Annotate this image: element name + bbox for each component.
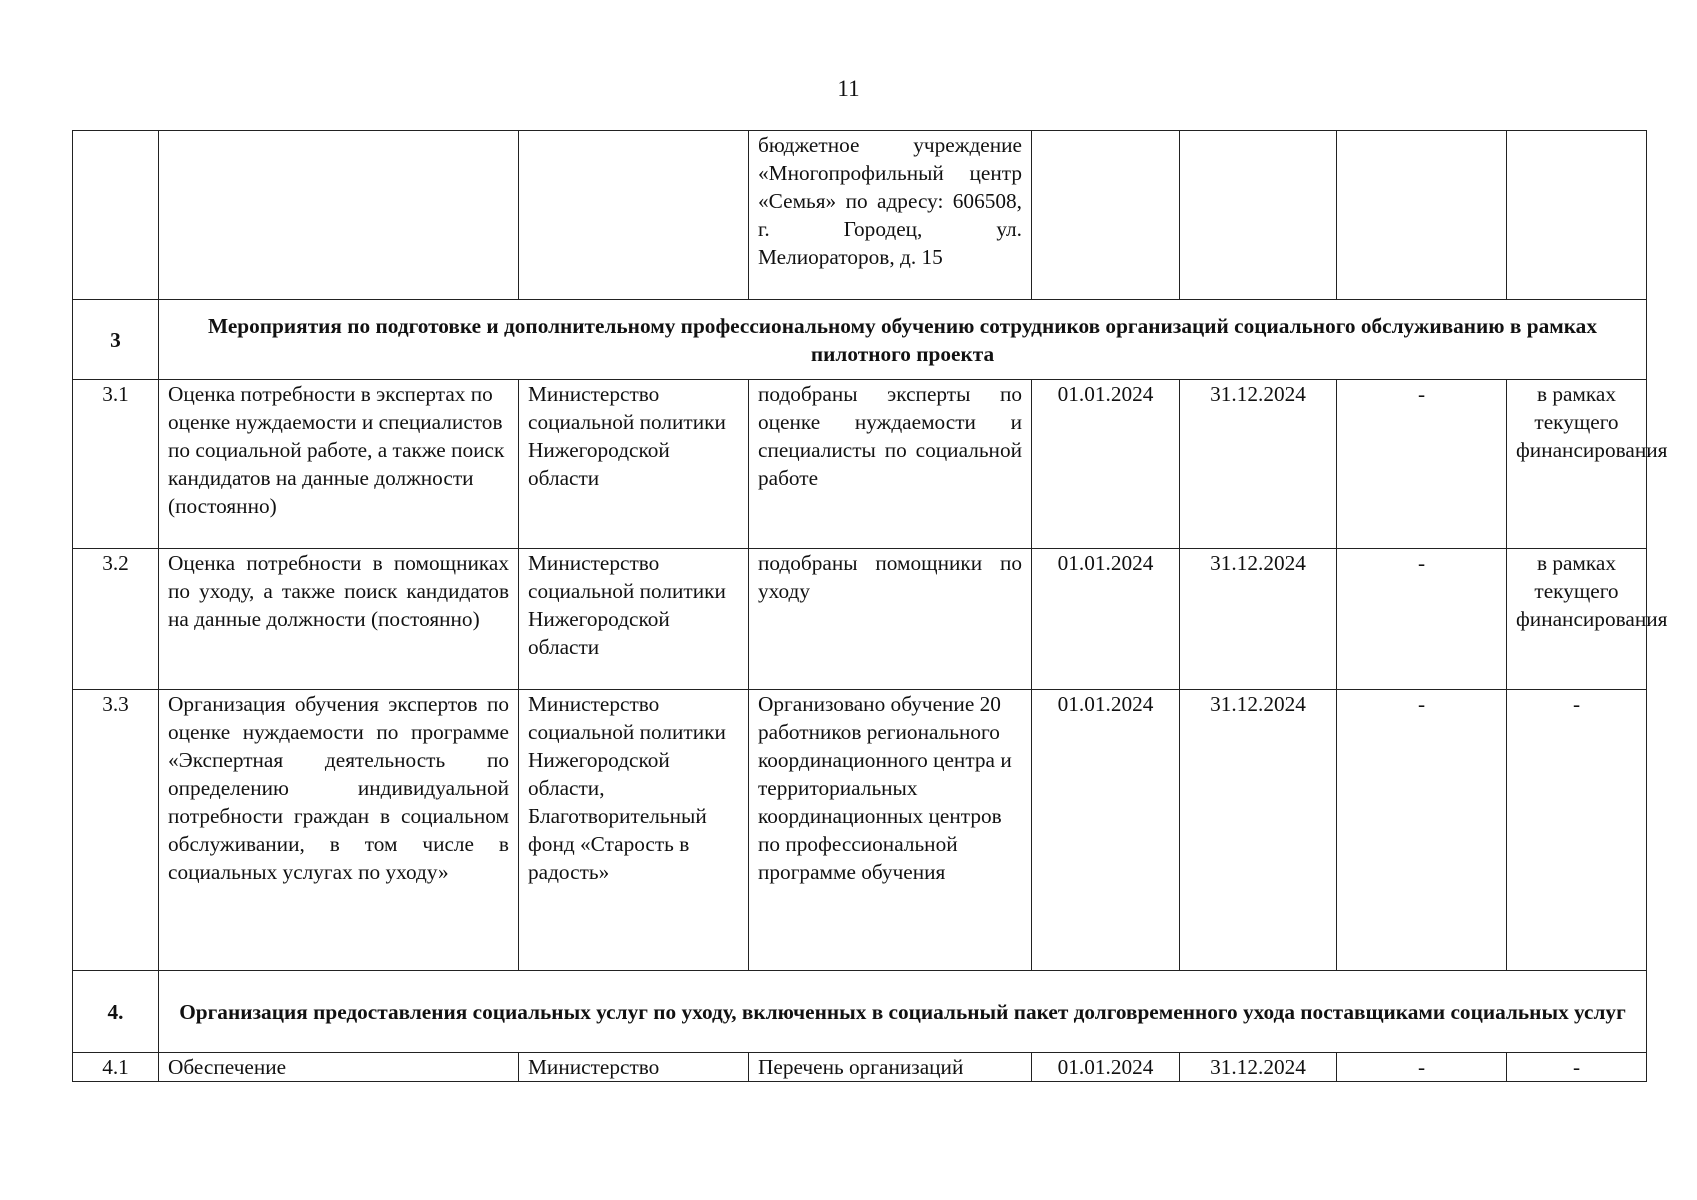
- cell-col7: [1337, 131, 1507, 300]
- page-number: 11: [837, 76, 860, 101]
- cell-activity: Оценка потребности в экспертах по оценке нуждаемости и специалистов по социальной работе, а также поиск кандидатов на данные должности (постоянно): [159, 380, 519, 549]
- cell-funding: -: [1507, 690, 1647, 971]
- table-row-3-3: [73, 690, 1647, 971]
- cell-col7: -: [1337, 549, 1507, 690]
- cell-col7: -: [1337, 1053, 1507, 1082]
- cell-result: подобраны эксперты по оценке нуждаемости и специалисты по социальной работе: [749, 380, 1032, 549]
- section-title: Мероприятия по подготовке и дополнительному профессиональному обучению сотрудников организаций социального обслуживанию в рамках пилотного проекта: [159, 300, 1647, 380]
- plan-table: [72, 130, 1668, 1082]
- cell-responsible: [519, 131, 749, 300]
- cell-start-date: 01.01.2024: [1032, 549, 1180, 690]
- cell-num: 3.2: [73, 549, 159, 690]
- cell-result: Перечень организаций: [749, 1053, 1032, 1082]
- cell-num: 4.1: [73, 1053, 159, 1082]
- cell-result: бюджетное учреждение «Многопрофильный центр «Семья» по адресу: 606508, г. Городец, ул. Мелиораторов, д. 15: [749, 131, 1032, 300]
- cell-activity: Оценка потребности в помощниках по уходу, а также поиск кандидатов на данные должности (постоянно): [159, 549, 519, 690]
- cell-start-date: 01.01.2024: [1032, 1053, 1180, 1082]
- cell-end-date: 31.12.2024: [1180, 690, 1337, 971]
- cell-result: подобраны помощники по уходу: [749, 549, 1032, 690]
- section-title: Организация предоставления социальных услуг по уходу, включенных в социальный пакет долговременного ухода поставщиками социальных услуг: [159, 971, 1647, 1053]
- cell-end-date: 31.12.2024: [1180, 1053, 1337, 1082]
- cell-responsible: Министерство социальной политики Нижегородской области: [519, 380, 749, 549]
- cell-end-date: [1180, 131, 1337, 300]
- table-row-continuation: [73, 131, 1647, 300]
- cell-start-date: 01.01.2024: [1032, 690, 1180, 971]
- section-number: 4.: [73, 971, 159, 1053]
- cell-col7: -: [1337, 380, 1507, 549]
- table-row-3-2: [73, 549, 1647, 690]
- cell-num: 3.3: [73, 690, 159, 971]
- section-row-3: [73, 300, 1647, 380]
- cell-responsible: Министерство социальной политики Нижегородской области: [519, 549, 749, 690]
- cell-activity: [159, 131, 519, 300]
- table-row-3-1: [73, 380, 1647, 549]
- cell-col7: -: [1337, 690, 1507, 971]
- cell-start-date: 01.01.2024: [1032, 380, 1180, 549]
- cell-activity: Организация обучения экспертов по оценке нуждаемости по программе «Экспертная деятельность по определению индивидуальной потребности граждан в социальном обслуживании, в том числе в социальных услугах по уходу»: [159, 690, 519, 971]
- cell-num: 3.1: [73, 380, 159, 549]
- cell-start-date: [1032, 131, 1180, 300]
- cell-responsible: Министерство: [519, 1053, 749, 1082]
- cell-end-date: 31.12.2024: [1180, 549, 1337, 690]
- cell-funding: -: [1507, 1053, 1647, 1082]
- cell-activity: Обеспечение: [159, 1053, 519, 1082]
- cell-funding: в рамках текущего финансирования: [1507, 549, 1647, 690]
- cell-num: [73, 131, 159, 300]
- cell-funding: [1507, 131, 1647, 300]
- cell-end-date: 31.12.2024: [1180, 380, 1337, 549]
- cell-result: Организовано обучение 20 работников регионального координационного центра и территориальных координационных центров по профессиональной программе обучения: [749, 690, 1032, 971]
- cell-responsible: Министерство социальной политики Нижегородской области, Благотворительный фонд «Старость в радость»: [519, 690, 749, 971]
- section-row-4: [73, 971, 1647, 1053]
- table-row-4-1: [73, 1053, 1647, 1082]
- cell-funding: в рамках текущего финансирования: [1507, 380, 1647, 549]
- section-number: 3: [73, 300, 159, 380]
